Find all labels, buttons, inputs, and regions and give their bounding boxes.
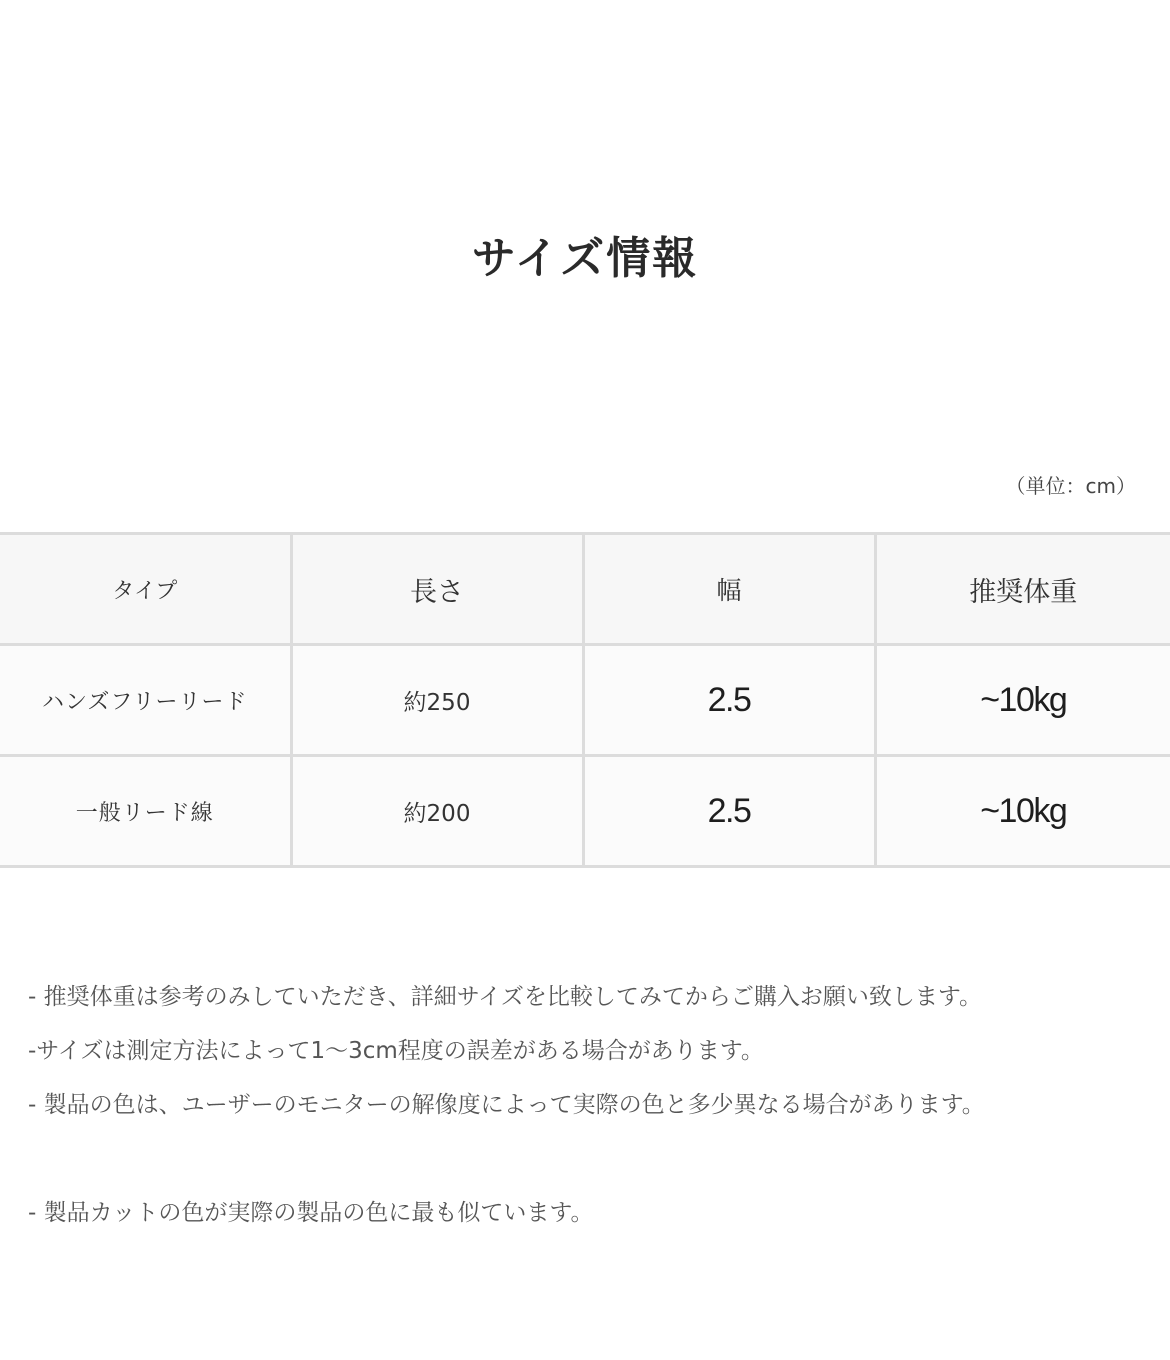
note-item: -サイズは測定方法によって1～3cm程度の誤差がある場合があります。 — [28, 1038, 764, 1064]
cell-weight: ~10kg — [875, 756, 1170, 867]
cell-weight: ~10kg — [875, 645, 1170, 756]
notes-list — [28, 970, 1148, 1240]
cell-width: 2.5 — [583, 756, 875, 867]
header-type: タイプ — [0, 534, 291, 645]
cell-length: 約200 — [291, 756, 583, 867]
header-width: 幅 — [583, 534, 875, 645]
cell-type: 一般リード線 — [0, 756, 291, 867]
table-row — [0, 756, 1170, 867]
note-item: - 推奨体重は参考のみしていただき、詳細サイズを比較してみてからご購入お願い致します。 — [28, 984, 983, 1010]
unit-label: （単位：cm） — [1005, 474, 1136, 498]
table-header-row — [0, 534, 1170, 645]
page-title: サイズ情報 — [471, 233, 699, 284]
note-item: - 製品の色は、ユーザーのモニターの解像度によって実際の色と多少異なる場合があります。 — [28, 1092, 985, 1118]
header-length: 長さ — [291, 534, 583, 645]
cell-type: ハンズフリーリード — [0, 645, 291, 756]
header-recommended-weight: 推奨体重 — [875, 534, 1170, 645]
size-table — [0, 532, 1170, 868]
table-row — [0, 645, 1170, 756]
cell-width: 2.5 — [583, 645, 875, 756]
note-item: - 製品カットの色が実際の製品の色に最も似ています。 — [28, 1200, 594, 1226]
cell-length: 約250 — [291, 645, 583, 756]
